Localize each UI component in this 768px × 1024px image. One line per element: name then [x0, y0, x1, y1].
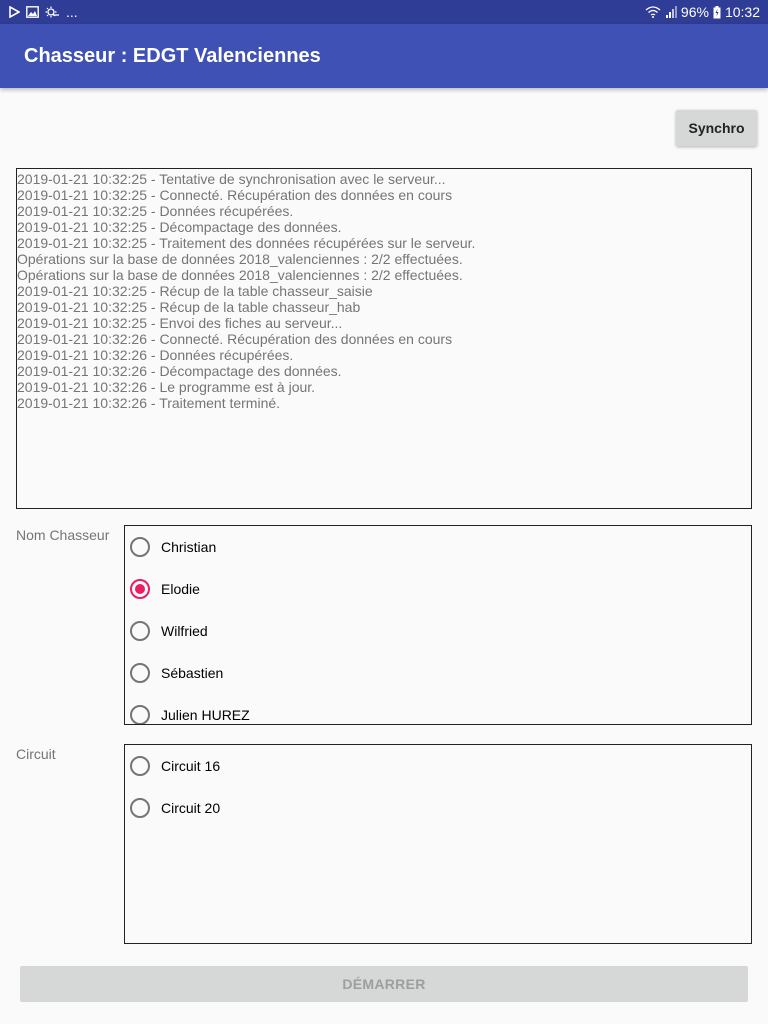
log-line: 2019-01-21 10:32:25 - Décompactage des données. — [17, 219, 342, 235]
log-line: Opérations sur la base de données 2018_valenciennes : 2/2 effectuées. — [17, 251, 463, 267]
radio-unchecked-icon[interactable] — [130, 537, 150, 557]
app-bar — [0, 24, 768, 88]
weather-icon — [45, 6, 60, 18]
radio-label: Sébastien — [161, 665, 224, 681]
circuit-option[interactable] — [125, 745, 751, 787]
hunter-radio-group — [124, 525, 752, 725]
log-line: 2019-01-21 10:32:26 - Le programme est à jour. — [17, 379, 316, 395]
hunter-option[interactable] — [125, 610, 751, 652]
radio-label: Circuit 20 — [161, 800, 221, 816]
log-lines — [17, 169, 751, 411]
log-line: 2019-01-21 10:32:25 - Connecté. Récupération des données en cours — [17, 187, 453, 203]
battery-percent: 96% — [680, 4, 709, 20]
circuit-option[interactable] — [125, 787, 751, 829]
image-icon — [26, 6, 39, 18]
status-left-icons — [8, 4, 78, 20]
radio-unchecked-icon[interactable] — [130, 621, 150, 641]
log-line: 2019-01-21 10:32:25 - Données récupérées. — [17, 203, 294, 219]
hunter-option[interactable] — [125, 652, 751, 694]
log-line: 2019-01-21 10:32:26 - Connecté. Récupération des données en cours — [17, 331, 453, 347]
log-line: Opérations sur la base de données 2018_valenciennes : 2/2 effectuées. — [17, 267, 463, 283]
log-line: 2019-01-21 10:32:26 - Traitement terminé. — [17, 395, 281, 411]
radio-label: Julien HUREZ — [161, 707, 250, 723]
radio-unchecked-icon[interactable] — [130, 705, 150, 725]
app-title: Chasseur : EDGT Valenciennes — [24, 44, 321, 67]
radio-label: Circuit 16 — [161, 758, 221, 774]
signal-icon — [665, 6, 677, 18]
log-line: 2019-01-21 10:32:25 - Tentative de synchronisation avec le serveur... — [17, 171, 446, 187]
log-line: 2019-01-21 10:32:25 - Récup de la table chasseur_saisie — [17, 283, 373, 299]
wifi-icon — [645, 6, 661, 18]
circuit-label: Circuit — [16, 746, 56, 762]
hunter-label: Nom Chasseur — [16, 527, 110, 543]
hunter-option[interactable] — [125, 694, 751, 725]
status-time: 10:32 — [724, 4, 760, 20]
battery-icon — [713, 6, 721, 19]
circuit-radio-group — [124, 744, 752, 944]
play-icon — [8, 6, 20, 18]
log-line: 2019-01-21 10:32:25 - Envoi des fiches au serveur... — [17, 315, 343, 331]
status-more: ... — [66, 4, 78, 20]
start-button[interactable]: DÉMARRER — [20, 966, 748, 1002]
radio-unchecked-icon[interactable] — [130, 756, 150, 776]
log-line: 2019-01-21 10:32:26 - Données récupérées. — [17, 347, 294, 363]
radio-checked-icon[interactable] — [130, 579, 150, 599]
radio-unchecked-icon[interactable] — [130, 663, 150, 683]
hunter-option[interactable] — [125, 526, 751, 568]
radio-label: Elodie — [161, 581, 200, 597]
radio-label: Wilfried — [161, 623, 208, 639]
sync-log[interactable] — [16, 168, 752, 509]
log-line: 2019-01-21 10:32:25 - Traitement des données récupérées sur le serveur. — [17, 235, 476, 251]
hunter-option[interactable] — [125, 568, 751, 610]
status-bar — [0, 0, 768, 24]
sync-button[interactable]: Synchro — [676, 110, 757, 146]
radio-unchecked-icon[interactable] — [130, 798, 150, 818]
status-right-icons — [645, 4, 760, 20]
radio-label: Christian — [161, 539, 217, 555]
log-line: 2019-01-21 10:32:26 - Décompactage des données. — [17, 363, 342, 379]
log-line: 2019-01-21 10:32:25 - Récup de la table chasseur_hab — [17, 299, 361, 315]
